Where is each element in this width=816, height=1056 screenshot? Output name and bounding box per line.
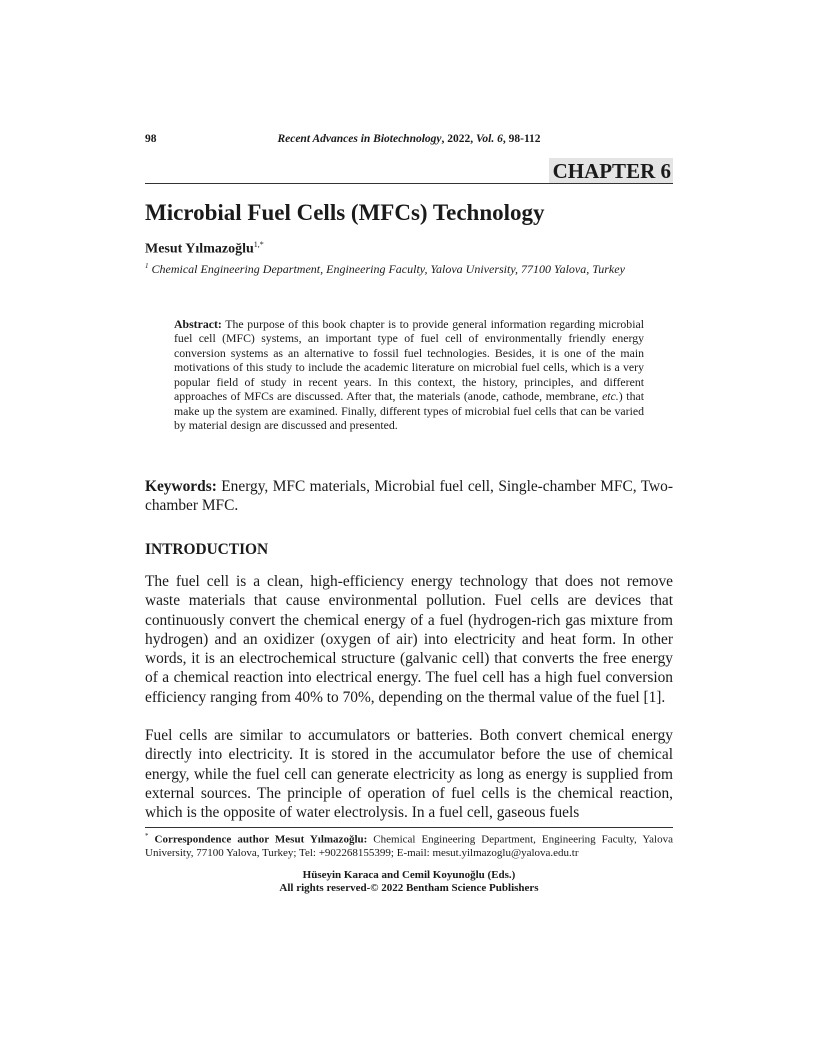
footnote <box>145 830 673 860</box>
footnote-label: Correspondence author Mesut Yılmazoğlu: <box>148 833 368 846</box>
body-paragraph: Fuel cells are similar to accumulators or batteries. Both convert chemical energy directly into electricity. It is stored in the accumulator before the use of chemical energy, while the fuel cell can generate electricity as long as energy is supplied from external sources. The principle of operation of fuel cells is the chemical reaction, which is the opposite of water electrolysis. In a fuel cell, gaseous fuels <box>145 727 673 822</box>
journal-pages: , 98-112 <box>502 133 541 145</box>
copyright-line: All rights reserved-© 2022 Bentham Science Publishers <box>279 882 539 894</box>
author-affiliation <box>145 259 673 277</box>
author-name: Mesut Yılmazoğlu <box>145 241 254 257</box>
journal-volume: Vol. 6 <box>476 133 503 145</box>
abstract-block <box>174 317 644 433</box>
journal-title: Recent Advances in Biotechnology <box>277 133 442 145</box>
abstract-text-2: ) that make up the system are examined. Finally, different types of microbial fuel cells that can be varied by material design are discussed and presented. <box>174 389 644 433</box>
footnote-divider <box>145 827 673 828</box>
abstract-text-1: The purpose of this book chapter is to provide general information regarding microbial fuel cell (MFC) systems, an important type of fuel cell of environmentally friendly energy conversion systems as an alternative to fossil fuel technologies. Besides, it is one of the main motivations of this study to include the academic literature on microbial fuel cells, which is a very popular field of study in recent years. In this context, the history, principles, and different approaches of MFCs are discussed. After that, the materials (anode, cathode, membrane, <box>174 317 644 404</box>
author-line <box>145 236 264 259</box>
page-number: 98 <box>145 133 157 145</box>
keywords-label: Keywords: <box>145 478 217 495</box>
keywords-text: Energy, MFC materials, Microbial fuel cell, Single-chamber MFC, Two-chamber MFC. <box>145 478 673 515</box>
chapter-label: CHAPTER 6 <box>549 158 673 184</box>
abstract-text-italic: etc. <box>602 389 619 404</box>
affiliation-text: Chemical Engineering Department, Engineering Faculty, Yalova University, 77100 Yalova, Turkey <box>148 262 625 276</box>
publisher-block <box>145 869 673 895</box>
editors-line: Hüseyin Karaca and Cemil Koyunoğlu (Eds.) <box>302 869 516 881</box>
journal-year: , 2022, <box>441 133 477 145</box>
footnote-text: Chemical Engineering Department, Engineering Faculty, Yalova University, 77100 Yalova, Turkey; Tel: +902268155399; E-mail: mesut.yilmazoglu@yalova.edu.tr <box>145 833 673 859</box>
section-heading: INTRODUCTION <box>145 541 269 558</box>
body-paragraph: The fuel cell is a clean, high-efficiency energy technology that does not remove waste materials that cause environmental pollution. Fuel cells are devices that continuously convert the chemical energy of a fuel (hydrogen-rich gas mixture from hydrogen) and an oxidizer (oxygen of air) into electricity and heat form. In other words, it is an electrochemical structure (galvanic cell) that converts the free energy of a chemical reaction into electrical energy. The fuel cell has a high fuel conversion efficiency ranging from 40% to 70%, depending on the thermal value of the fuel [1]. <box>145 573 673 706</box>
chapter-title: Microbial Fuel Cells (MFCs) Technology <box>145 200 545 225</box>
journal-citation <box>145 133 673 145</box>
running-header <box>145 133 673 149</box>
chapter-divider <box>145 183 673 184</box>
author-superscript: 1,* <box>253 240 264 249</box>
keywords-block <box>145 477 673 516</box>
abstract-label: Abstract: <box>174 317 222 331</box>
affiliation-superscript: 1 <box>145 262 149 270</box>
footnote-superscript: * <box>145 832 149 840</box>
